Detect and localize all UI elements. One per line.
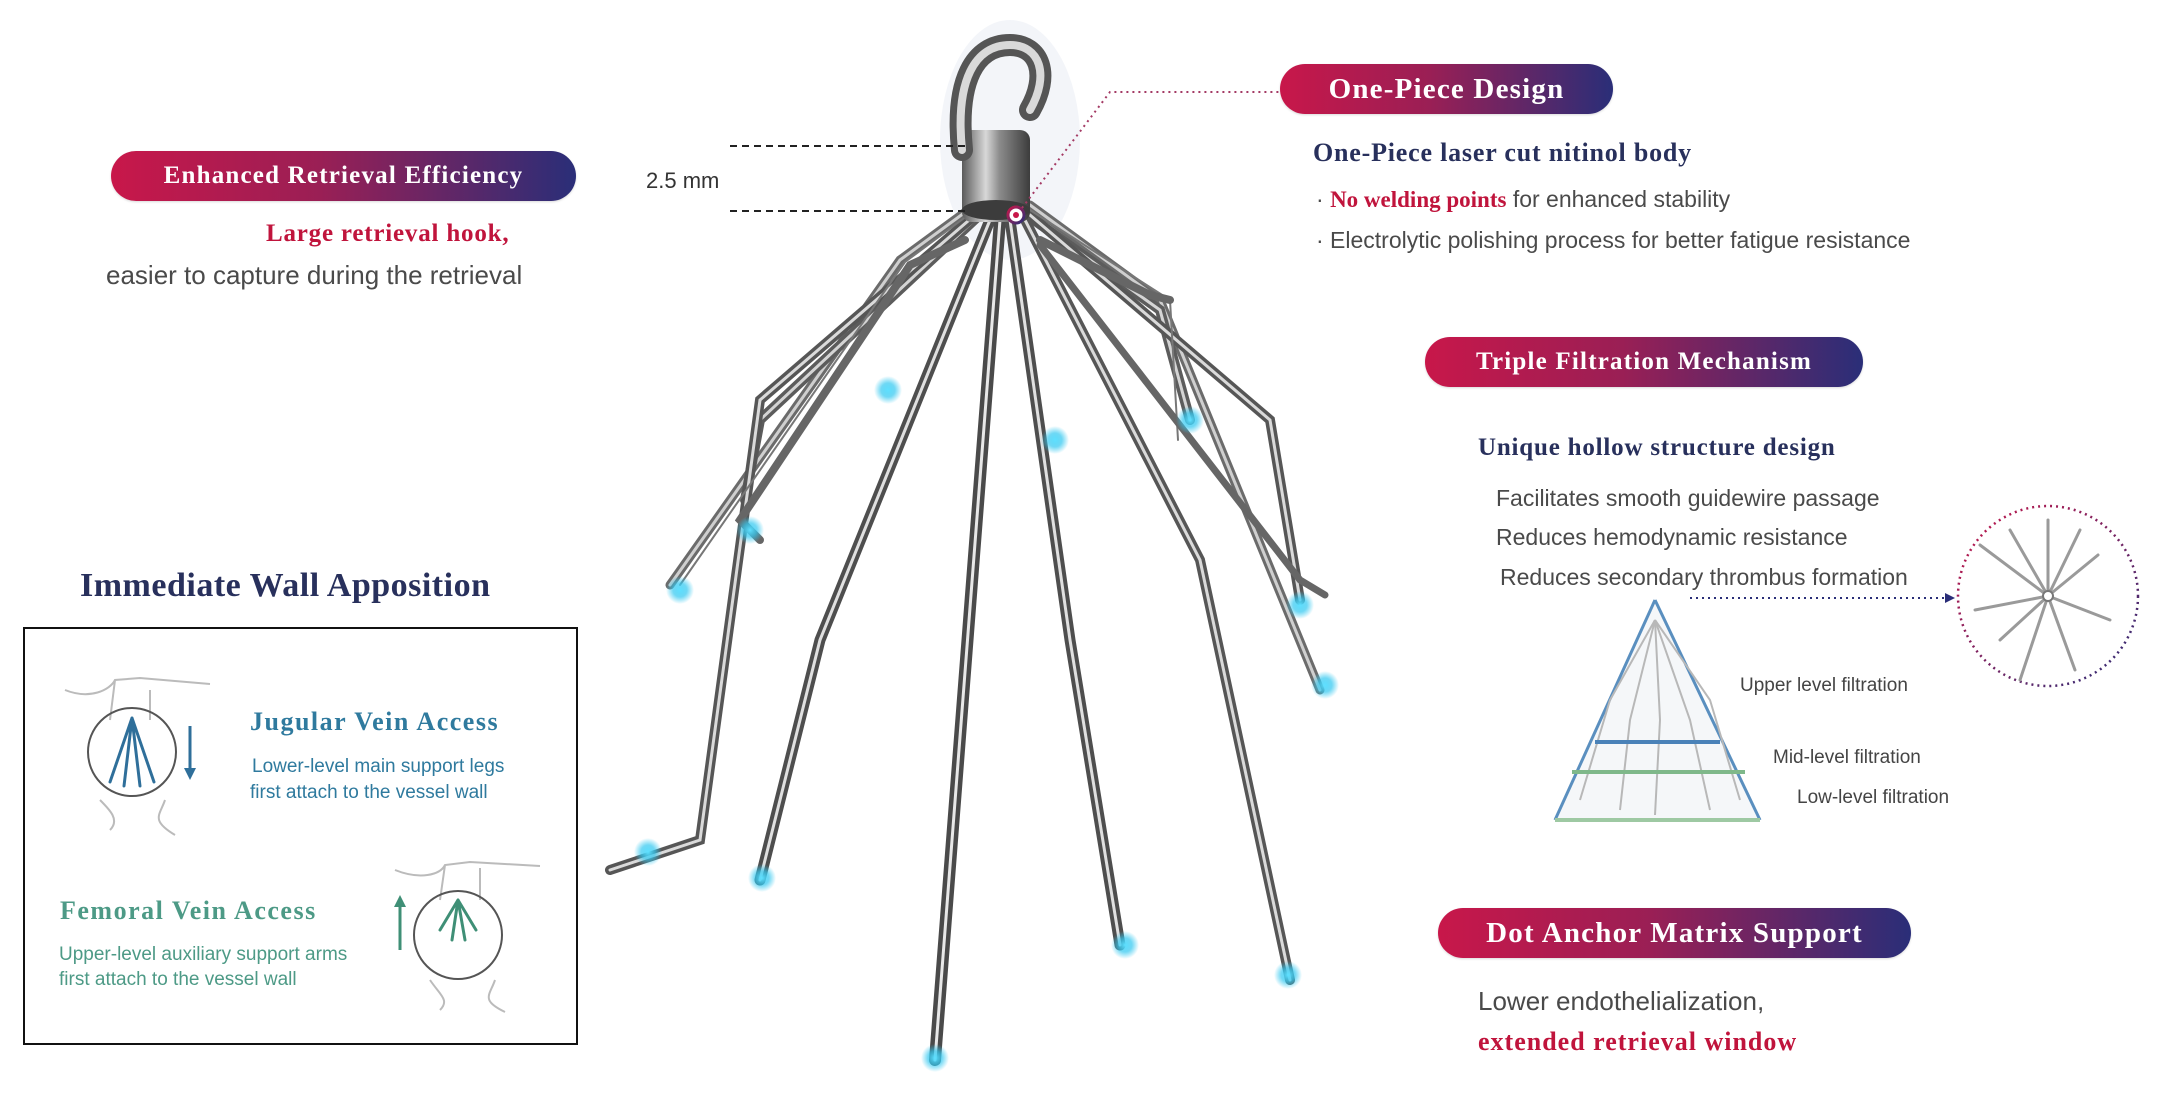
wall-apposition-title: Immediate Wall Apposition (80, 567, 491, 604)
one-piece-bullet-2: · Electrolytic polishing process for better fatigue resistance (1316, 227, 1911, 253)
bullet-rest: for enhanced stability (1506, 186, 1731, 212)
no-welding-highlight: No welding points (1330, 187, 1507, 212)
bullet-prefix: · (1316, 186, 1331, 212)
jugular-line-1: Lower-level main support legs (252, 756, 505, 777)
hook-dimension-label: 2.5 mm (646, 168, 720, 193)
dot-anchor-highlight: extended retrieval window (1478, 1027, 1798, 1056)
triple-item-2: Reduces hemodynamic resistance (1496, 524, 1848, 550)
badge-dot-anchor: Dot Anchor Matrix Support (1438, 908, 1911, 958)
badge-triple-filtration: Triple Filtration Mechanism (1425, 337, 1863, 387)
jugular-title: Jugular Vein Access (250, 707, 500, 736)
level-mid-label: Mid-level filtration (1773, 747, 1921, 768)
level-low-label: Low-level filtration (1797, 787, 1950, 808)
triple-item-1: Facilitates smooth guidewire passage (1496, 485, 1880, 511)
filtration-cone (1555, 600, 1760, 820)
femoral-line-1: Upper-level auxiliary support arms (59, 944, 348, 965)
one-piece-subtitle: One-Piece laser cut nitinol body (1313, 138, 1692, 167)
femoral-line-2: first attach to the vessel wall (59, 969, 297, 990)
retrieval-highlight: Large retrieval hook, (266, 220, 510, 247)
triple-item-3: Reduces secondary thrombus formation (1500, 564, 1908, 590)
filter-legs (610, 205, 1325, 1060)
badge-retrieval-efficiency: Enhanced Retrieval Efficiency (111, 151, 576, 201)
triple-subtitle: Unique hollow structure design (1478, 434, 1836, 461)
level-upper-label: Upper level filtration (1740, 675, 1908, 696)
jugular-line-2: first attach to the vessel wall (250, 782, 488, 803)
badge-one-piece-design: One-Piece Design (1280, 64, 1613, 114)
retrieval-text: easier to capture during the retrieval (106, 260, 523, 290)
femoral-title: Femoral Vein Access (60, 896, 317, 925)
dot-anchor-text: Lower endothelialization, (1478, 986, 1765, 1016)
one-piece-bullet-1 (1316, 186, 1730, 213)
